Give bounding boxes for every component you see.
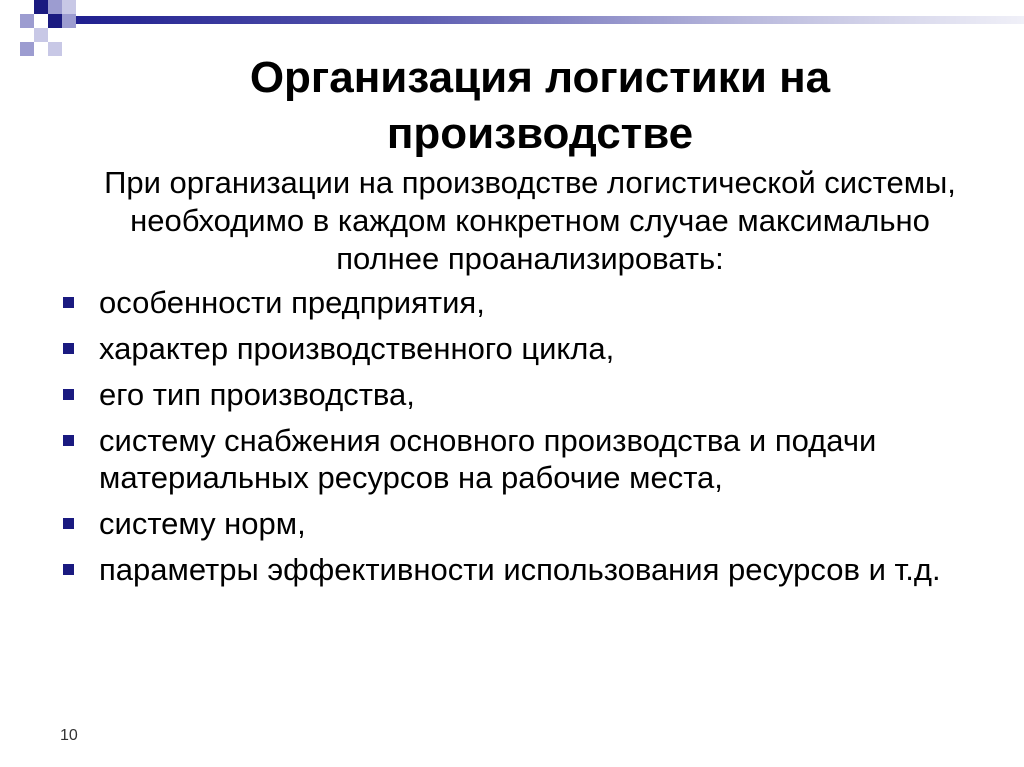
square-bullet-icon — [63, 297, 74, 308]
deco-square — [20, 14, 34, 28]
list-item — [60, 376, 980, 413]
deco-square — [34, 0, 48, 14]
list-item — [60, 284, 980, 321]
list-item — [60, 551, 980, 588]
slide-title: Организация логистики на производстве — [249, 53, 831, 158]
deco-square — [20, 42, 34, 56]
deco-square — [48, 14, 62, 28]
square-bullet-icon — [63, 343, 74, 354]
list-item-text: систему норм, — [99, 506, 306, 541]
list-item-text: характер производственного цикла, — [99, 331, 615, 366]
list-item-text: параметры эффективности использования ресурсов и т.д. — [99, 552, 941, 587]
header-gradient-bar — [76, 16, 1024, 24]
square-bullet-icon — [63, 518, 74, 529]
list-item-text: систему снабжения основного производства и подачи материальных ресурсов на рабочие места, — [99, 423, 877, 495]
deco-square — [48, 0, 62, 14]
deco-square — [62, 0, 76, 14]
square-bullet-icon — [63, 435, 74, 446]
list-item — [60, 505, 980, 542]
slide-intro: При организации на производстве логистической системы, необходимо в каждом конкретном случае максимально полнее проанализировать: — [104, 165, 956, 276]
list-item-text: особенности предприятия, — [99, 285, 485, 320]
deco-square — [62, 14, 76, 28]
deco-square — [34, 28, 48, 42]
deco-square — [48, 42, 62, 56]
list-item — [60, 330, 980, 367]
list-item-text: его тип производства, — [99, 377, 415, 412]
bullet-list — [60, 284, 980, 597]
square-bullet-icon — [63, 564, 74, 575]
list-item — [60, 422, 980, 496]
square-bullet-icon — [63, 389, 74, 400]
page-number: 10 — [60, 727, 78, 744]
